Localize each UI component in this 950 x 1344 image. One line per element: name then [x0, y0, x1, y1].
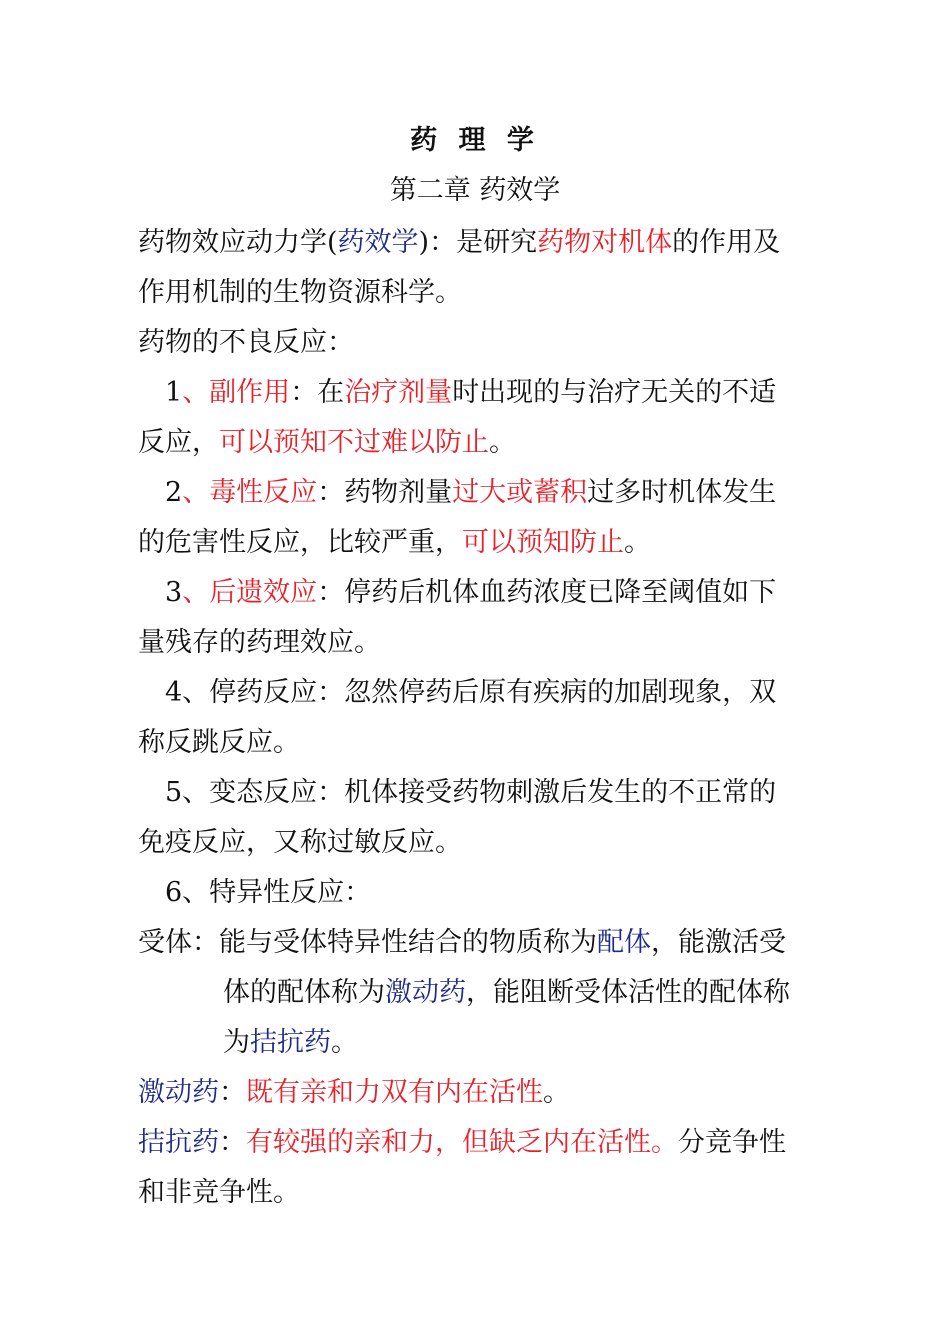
highlight-term: 过大或蓄积 [452, 477, 588, 508]
definition-line-2: 作用机制的生物资源科学。 [138, 277, 462, 308]
antagonist-line-1: 拮抗药：有较强的亲和力，但缺乏内在活性。分竞争性 [138, 1127, 786, 1158]
receptor-line-1: 受体：能与受体特异性结合的物质称为配体，能激活受 [138, 927, 786, 958]
highlight-term: 毒性反应 [209, 477, 318, 508]
agonist-line: 激动药：既有亲和力双有内在活性。 [138, 1077, 570, 1108]
definition-line-1: 药物效应动力学(药效学)：是研究药物对机体的作用及 [138, 227, 781, 258]
highlight-term: 拮抗药 [250, 1027, 331, 1058]
highlight-term: 拮抗药 [138, 1127, 219, 1158]
highlight-term: 药物对机体 [537, 227, 673, 258]
item-1-line-1: 1、副作用：在治疗剂量时出现的与治疗无关的不适 [165, 377, 777, 408]
highlight-term: 药效学 [337, 227, 419, 258]
item-2-line-2: 的危害性反应，比较严重，可以预知防止。 [138, 527, 651, 558]
highlight-term: 激动药 [138, 1077, 219, 1108]
highlight-term: 既有亲和力双有内在活性 [246, 1077, 543, 1108]
item-3-line-1: 3、后遗效应：停药后机体血药浓度已降至阈值如下 [165, 577, 777, 608]
highlight-term: 有较强的亲和力，但缺乏内在活性。 [246, 1127, 678, 1158]
item-5-line-2: 免疫反应，又称过敏反应。 [138, 827, 462, 858]
highlight-term: 配体 [597, 927, 651, 958]
item-4-line-2: 称反跳反应。 [138, 727, 300, 758]
receptor-label: 受体： [138, 927, 219, 958]
receptor-line-2: 体的配体称为激动药，能阻断受体活性的配体称 [223, 977, 790, 1008]
highlight-term: 激动药 [385, 977, 466, 1008]
chapter-heading: 第二章 药效学 [389, 175, 561, 206]
item-3-line-2: 量残存的药理效应。 [138, 627, 381, 658]
highlight-term: 副作用 [209, 377, 291, 408]
item-5-line-1: 5、变态反应：机体接受药物刺激后发生的不正常的 [165, 777, 777, 808]
item-6-line-1: 6、特异性反应： [165, 877, 372, 908]
document-title: 药 理 学 [410, 125, 540, 156]
highlight-term: 后遗效应 [209, 577, 318, 608]
adverse-reactions-heading: 药物的不良反应： [138, 327, 354, 358]
item-4-line-1: 4、停药反应：忽然停药后原有疾病的加剧现象，双 [165, 677, 777, 708]
item-2-line-1: 2、毒性反应：药物剂量过大或蓄积过多时机体发生 [165, 477, 777, 508]
receptor-line-3: 为拮抗药。 [223, 1027, 358, 1058]
highlight-term: 治疗剂量 [344, 377, 453, 408]
item-1-line-2: 反应，可以预知不过难以防止。 [138, 427, 516, 458]
highlight-term: 可以预知不过难以防止 [219, 427, 489, 458]
highlight-term: 可以预知防止 [462, 527, 624, 558]
antagonist-line-2: 和非竞争性。 [138, 1177, 300, 1208]
